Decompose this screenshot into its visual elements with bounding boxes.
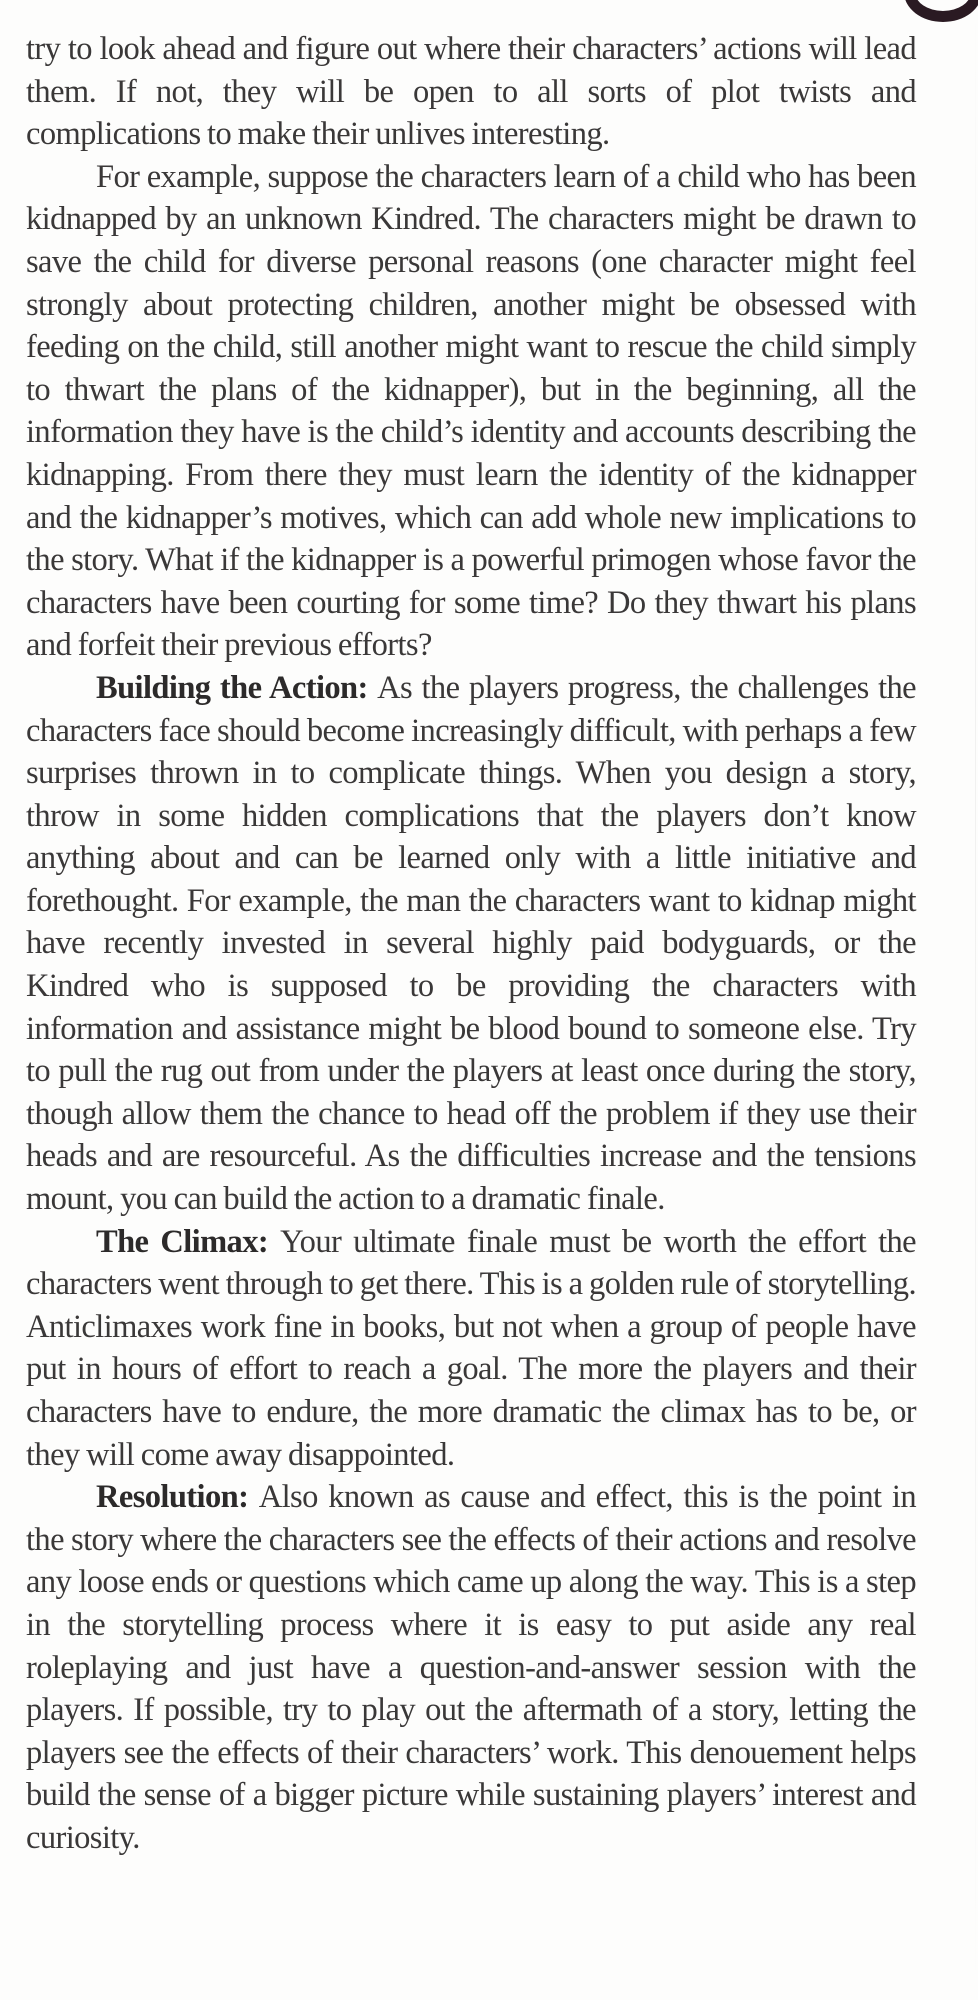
paragraph-resolution [26,1476,916,1859]
paragraph-text: Your ultimate finale must be worth the effort the characters went through to get there. This is a golden rule of storytelling. Anticlimaxes work fine in books, but not when a group of people have put in hours of effort to reach a goal. The more the players and their characters have to endure, the more dramatic the climax has to be, or they will come away disappointed. [26,1223,916,1473]
document-body [26,28,916,1860]
paragraph-text: For example, suppose the characters learn of a child who has been kidnapped by an unknown Kindred. The characters might be drawn to save the child for diverse personal reasons (one character might feel strongly about protecting children, another might be obsessed with feeding on the child, still another might want to rescue the child simply to thwart the plans of the kidnapper), but in the beginning, all the information they have is the child’s identity and accounts describing the kidnapping. From there they must learn the identity of the kidnapper and the kidnapper’s motives, which can add whole new implications to the story. What if the kidnapper is a powerful primogen whose favor the characters have been courting for some time? Do they thwart his plans and forfeit their previous efforts? [26,158,916,664]
paragraph-text: Also known as cause and effect, this is the point in the story where the characters see the effects of their actions and resolve any loose ends or questions which came up along the way. This is a step in the storytelling process where it is easy to put aside any real roleplaying and just have a question-and-answer session with the players. If possible, try to play out the aftermath of a story, letting the players see the effects of their characters’ work. This denouement helps build the sense of a bigger picture while sustaining players’ interest and curiosity. [26,1479,916,1856]
paragraph-the-climax [26,1221,916,1477]
section-heading: Resolution: [96,1479,259,1516]
section-heading: The Climax: [96,1223,281,1260]
paragraph-text: As the players progress, the challenges the characters face should become increasingly difficult, with perhaps a few surprises thrown in to complicate things. When you design a story, throw in some hidden complications that the players don’t know anything about and can be learned only with a little initiative and forethought. For example, the man the characters want to kidnap might have recently invested in several highly paid bodyguards, or the Kindred who is supposed to be providing the characters with information and assistance might be blood bound to someone else. Try to pull the rug out from under the players at least once during the story, though allow them the chance to head off the problem if they use their heads and are resourceful. As the difficulties increase and the tensions mount, you can build the action to a dramatic finale. [26,669,916,1218]
section-heading: Building the Action: [96,669,378,706]
paragraph-text: try to look ahead and figure out where their characters’ actions will lead them. If not, they will be open to all sorts of plot twists and complications to make their unlives interesting. [26,31,916,153]
decorative-ornament-icon [904,0,978,22]
paragraph-building-the-action [26,667,916,1221]
paragraph-intro [26,28,916,156]
page-edge-divider [975,0,976,2000]
paragraph-example [26,156,916,667]
